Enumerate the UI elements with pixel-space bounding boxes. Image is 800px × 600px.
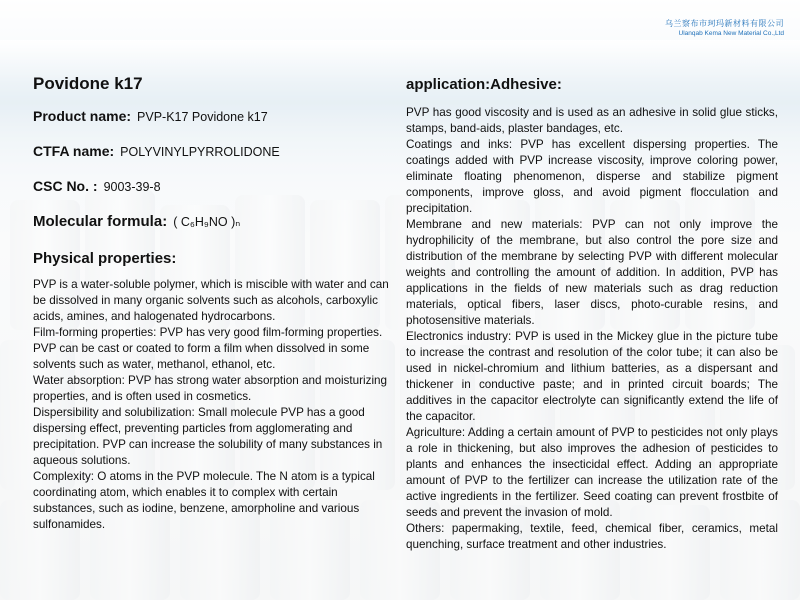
ctfa-label: CTFA name: [33,143,115,159]
product-title: Povidone k17 [33,74,143,93]
right-column [406,76,778,553]
physical-paragraph: Complexity: O atoms in the PVP molecule. The N atom is a typical coordinating atom, which enables it to complex with certain substances, such as iodine, benzene, amorpholine and various sulfonamides. [33,470,375,531]
application-paragraph: Electronics industry: PVP is used in the Mickey glue in the picture tube to increase the contrast and resolution of the color tube; it can also be used in nickel-chromium and lithium batteries, as a dispersant and thickener in conductive paste; and in printed circuit boards; The additives in the capacitor electrolyte can significantly extend the life of the capacitor. [406,330,778,423]
physical-paragraph: PVP is a water-soluble polymer, which is miscible with water and can be dissolved in many organic solvents such as alcohols, carboxylic acids, amines, and halogenated hydrocarbons. [33,278,389,323]
ctfa-row [33,143,391,159]
application-paragraph: Coatings and inks: PVP has excellent dispersing properties. The coatings added with PVP increase viscosity, improve coloring power, eliminate floating phenomenon, disperse and stabilize pigment components, improve gloss, and avoid pigment flocculation and precipitation. [406,138,778,215]
application-paragraph: Others: papermaking, textile, feed, chemical fiber, ceramics, metal quenching, surface treatment and other industries. [406,522,778,551]
csc-label: CSC No. : [33,178,98,194]
company-name-en: Ulanqab Kema New Material Co.,Ltd [678,30,784,37]
molecular-formula-row [33,213,391,230]
ctfa-value: POLYVINYLPYRROLIDONE [120,145,280,159]
product-name-row [33,108,391,124]
application-paragraph: PVP has good viscosity and is used as an adhesive in solid glue sticks, stamps, band-aids, plaster bandages, etc. [406,106,778,135]
physical-paragraph: Dispersibility and solubilization: Small molecule PVP has a good dispersing effect, preventing particles from agglomerating and precipitation. PVP can increase the solubility of many substances in aqueous solutions. [33,406,383,467]
csc-row [33,178,391,194]
molecular-formula-value: ( C₆H₉NO )ₙ [173,215,241,229]
csc-value: 9003-39-8 [103,180,161,194]
physical-paragraph: Water absorption: PVP has strong water absorption and moisturizing properties, and is often used in cosmetics. [33,374,388,403]
application-paragraph: Agriculture: Adding a certain amount of PVP to pesticides not only plays a role in thickening, but also improves the adhesion of pesticides to plants and enhances the insecticidal effect. Adding an appropriate amount of PVP to the fertilizer can increase the utilization rate of the active ingredients in the fertilizer. Seed coating can prevent frostbite of seeds and prevent the invasion of mold. [406,426,778,519]
molecular-formula-label: Molecular formula: [33,213,168,230]
left-column [33,74,391,533]
physical-paragraph: Film-forming properties: PVP has very good film-forming properties. PVP can be cast or coated to form a film when dissolved in some solvents such as water, methanol, ethanol, etc. [33,326,383,371]
company-name-cn: 乌兰察布市珂玛新材料有限公司 [665,19,784,28]
product-name-value: PVP-K17 Povidone k17 [137,110,268,124]
product-name-label: Product name: [33,108,132,124]
application-paragraph: Membrane and new materials: PVP can not only improve the hydrophilicity of the membrane, but also control the pore size and distribution of the membrane by selecting PVP with different molecular weights and controlling the amount of addition. In addition, PVP has applications in the fields of new materials such as drag reduction materials, optical fibers, laser discs, photo-curable resins, and photosensitive materials. [406,218,778,327]
company-logo [665,18,784,37]
application-heading: application:Adhesive: [406,76,562,93]
physical-properties-heading: Physical properties: [33,250,177,267]
